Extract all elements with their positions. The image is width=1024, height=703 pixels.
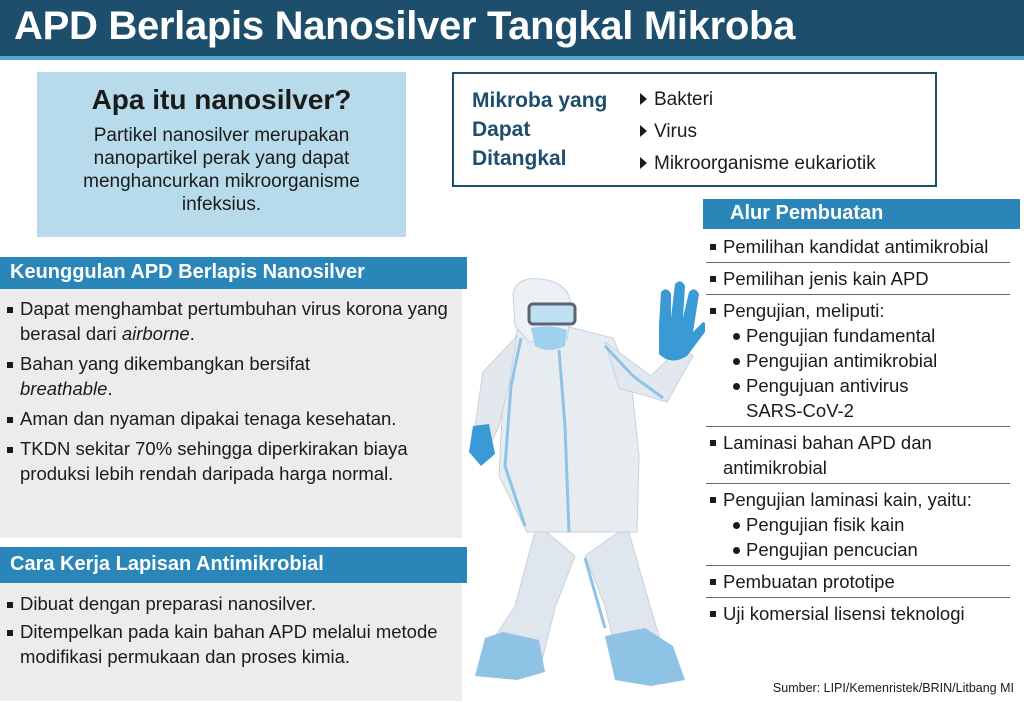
alur-substep: Pengujian pencucian: [731, 537, 1010, 562]
cara-kerja-list: [4, 591, 454, 672]
alur-substep: Pengujian fisik kain: [731, 512, 1010, 537]
keunggulan-list: [4, 296, 454, 491]
keunggulan-header: Keunggulan APD Berlapis Nanosilver: [0, 257, 467, 289]
hazmat-suit-illustration: [455, 276, 705, 696]
keunggulan-item: Bahan yang dikembangkan bersifat breathable.: [4, 351, 454, 401]
cara-kerja-item: Dibuat dengan preparasi nanosilver.: [4, 591, 454, 616]
square-bullet-icon: [710, 308, 716, 314]
dot-bullet-icon: [733, 547, 740, 554]
alur-substep: Pengujian antimikrobial: [731, 348, 1010, 373]
keunggulan-item: TKDN sekitar 70% sehingga diperkirakan biaya produksi lebih rendah daripada harga normal.: [4, 436, 454, 486]
alur-header: Alur Pembuatan: [703, 199, 1020, 229]
square-bullet-icon: [7, 447, 13, 453]
triangle-bullet-icon: [640, 93, 647, 105]
square-bullet-icon: [710, 440, 716, 446]
keunggulan-item: Dapat menghambat pertumbuhan virus korona yang berasal dari airborne.: [4, 296, 454, 346]
alur-substep: Pengujuan antivirus SARS-CoV-2: [731, 373, 1010, 423]
what-title: Apa itu nanosilver?: [91, 84, 352, 115]
dot-bullet-icon: [733, 522, 740, 529]
keunggulan-item: Aman dan nyaman dipakai tenaga kesehatan.: [4, 406, 454, 431]
alur-step: Uji komersial lisensi teknologi: [706, 598, 1010, 629]
cara-kerja-item: Ditempelkan pada kain bahan APD melalui metode modifikasi permukaan dan proses kimia.: [4, 619, 454, 669]
microbe-item: Virus: [640, 116, 876, 148]
triangle-bullet-icon: [640, 157, 647, 169]
alur-list: [706, 231, 1010, 629]
microbe-item: Bakteri: [640, 84, 876, 116]
what-is-nanosilver-box: [37, 72, 406, 237]
square-bullet-icon: [7, 602, 13, 608]
microbes-list: [640, 84, 876, 180]
square-bullet-icon: [710, 611, 716, 617]
alur-substep: Pengujian fundamental: [731, 323, 1010, 348]
alur-step: Pengujian laminasi kain, yaitu: Pengujian fisik kain Pengujian pencucian: [706, 484, 1010, 566]
what-body: Partikel nanosilver merupakan nanopartikel perak yang dapat menghancurkan mikroorganisme infeksius.: [83, 125, 360, 215]
alur-step: Pemilihan kandidat antimikrobial: [706, 231, 1010, 263]
alur-substeps: [731, 512, 1010, 562]
microbe-item: Mikroorganisme eukariotik: [640, 148, 876, 180]
microbes-title: Mikroba yang Dapat Ditangkal: [472, 89, 608, 170]
alur-step: Laminasi bahan APD dan antimikrobial: [706, 427, 1010, 484]
square-bullet-icon: [7, 417, 13, 423]
dot-bullet-icon: [733, 333, 740, 340]
microbes-box: [452, 72, 937, 187]
triangle-bullet-icon: [640, 125, 647, 137]
alur-substeps: [731, 323, 1010, 423]
square-bullet-icon: [7, 630, 13, 636]
dot-bullet-icon: [733, 383, 740, 390]
alur-step: Pengujian, meliputi: Pengujian fundamental Pengujian antimikrobial Pengujuan antivirus SARS-CoV-2: [706, 295, 1010, 427]
source-credit: Sumber: LIPI/Kemenristek/BRIN/Litbang MI: [772, 681, 1014, 695]
page-title: APD Berlapis Nanosilver Tangkal Mikroba: [14, 4, 796, 48]
square-bullet-icon: [710, 276, 716, 282]
alur-step: Pembuatan prototipe: [706, 566, 1010, 598]
dot-bullet-icon: [733, 358, 740, 365]
alur-step: Pemilihan jenis kain APD: [706, 263, 1010, 295]
square-bullet-icon: [710, 579, 716, 585]
title-accent-line: [0, 56, 1024, 60]
cara-kerja-header: Cara Kerja Lapisan Antimikrobial: [0, 547, 467, 583]
square-bullet-icon: [710, 244, 716, 250]
square-bullet-icon: [710, 497, 716, 503]
square-bullet-icon: [7, 362, 13, 368]
square-bullet-icon: [7, 307, 13, 313]
